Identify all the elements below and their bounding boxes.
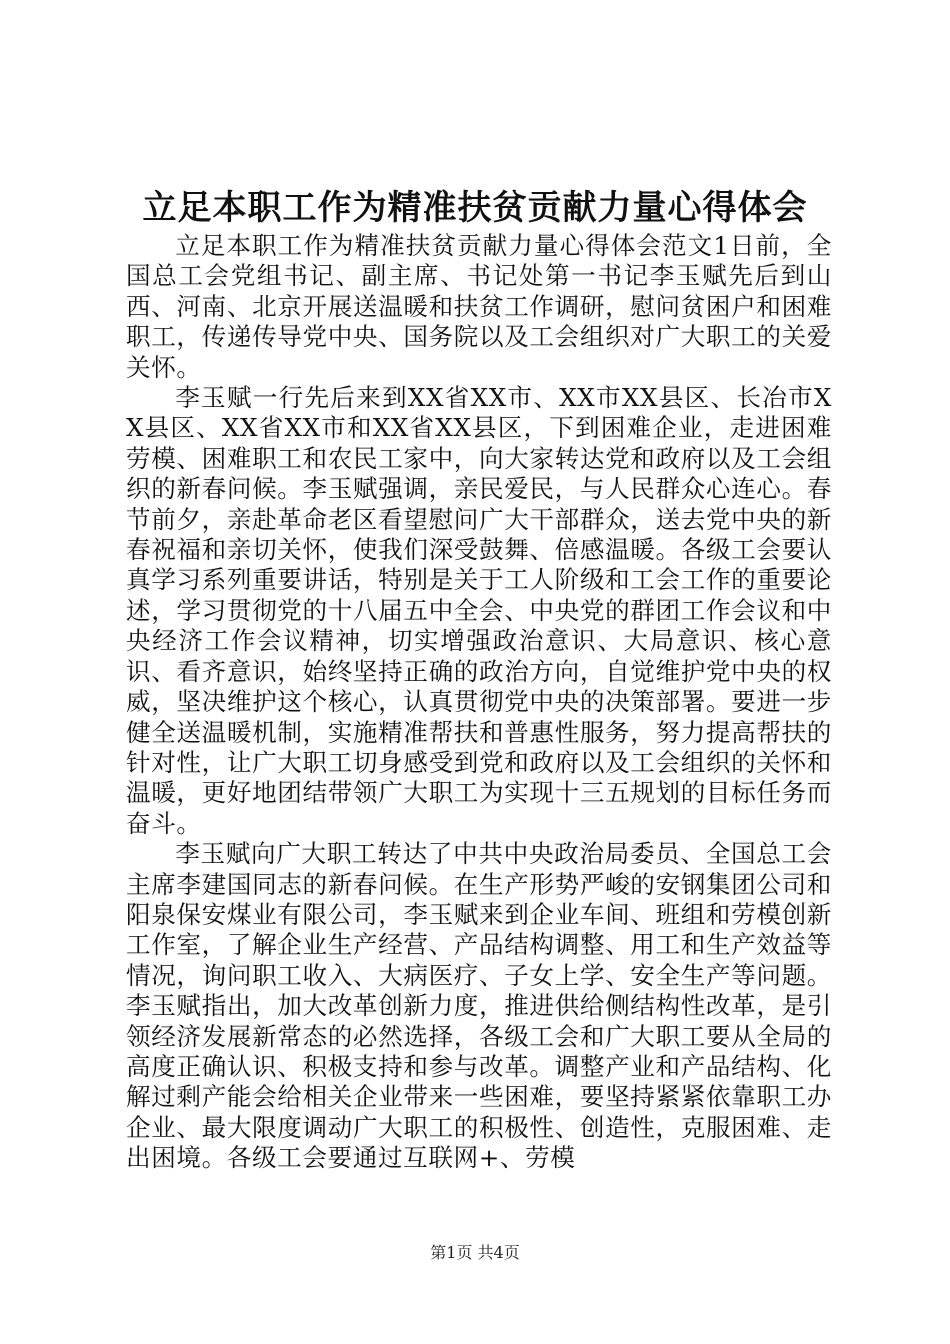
page-number-footer: 第1页 共4页 — [430, 1243, 520, 1262]
paragraph: 李玉赋向广大职工转达了中共中央政治局委员、全国总工会主席李建国同志的新春问候。在生产形势严峻的安钢集团公司和阳泉保安煤业有限公司，李玉赋来到企业车间、班组和劳模创新工作室，了解企业生产经营、产品结构调整、用工和生产效益等情况，询问职工收入、大病医疗、子女上学、安全生产等问题。李玉赋指出，加大改革创新力度，推进供给侧结构性改革，是引领经济发展新常态的必然选择，各级工会和广大职工要从全局的高度正确认识、积极支持和参与改革。调整产业和产品结构、化解过剩产能会给相关企业带来一些困难，要坚持紧紧依靠职工办企业、最大限度调动广大职工的积极性、创造性，克服困难、走出困境。各级工会要通过互联网+、劳模 — [126, 839, 832, 1173]
document-body — [126, 231, 832, 1174]
document-title: 立足本职工作为精准扶贫贡献力量心得体会 — [142, 188, 808, 228]
paragraph: 立足本职工作为精准扶贫贡献力量心得体会范文1日前，全国总工会党组书记、副主席、书记处第一书记李玉赋先后到山西、河南、北京开展送温暖和扶贫工作调研，慰问贫困户和困难职工，传递传导党中央、国务院以及工会组织对广大职工的关爱关怀。 — [126, 231, 832, 382]
paragraph: 李玉赋一行先后来到XX省XX市、XX市XX县区、长冶市XX县区、XX省XX市和XX省XX县区，下到困难企业，走进困难劳模、困难职工和农民工家中，向大家转达党和政府以及工会组织的新春问候。李玉赋强调，亲民爱民，与人民群众心连心。春节前夕，亲赴革命老区看望慰问广大干部群众，送去党中央的新春祝福和亲切关怀，使我们深受鼓舞、倍感温暖。各级工会要认真学习系列重要讲话，特别是关于工人阶级和工会工作的重要论述，学习贯彻党的十八届五中全会、中央党的群团工作会议和中央经济工作会议精神，切实增强政治意识、大局意识、核心意识、看齐意识，始终坚持正确的政治方向，自觉维护党中央的权威，坚决维护这个核心，认真贯彻党中央的决策部署。要进一步健全送温暖机制，实施精准帮扶和普惠性服务，努力提高帮扶的针对性，让广大职工切身感受到党和政府以及工会组织的关怀和温暖，更好地团结带领广大职工为实现十三五规划的目标任务而奋斗。 — [126, 383, 832, 838]
